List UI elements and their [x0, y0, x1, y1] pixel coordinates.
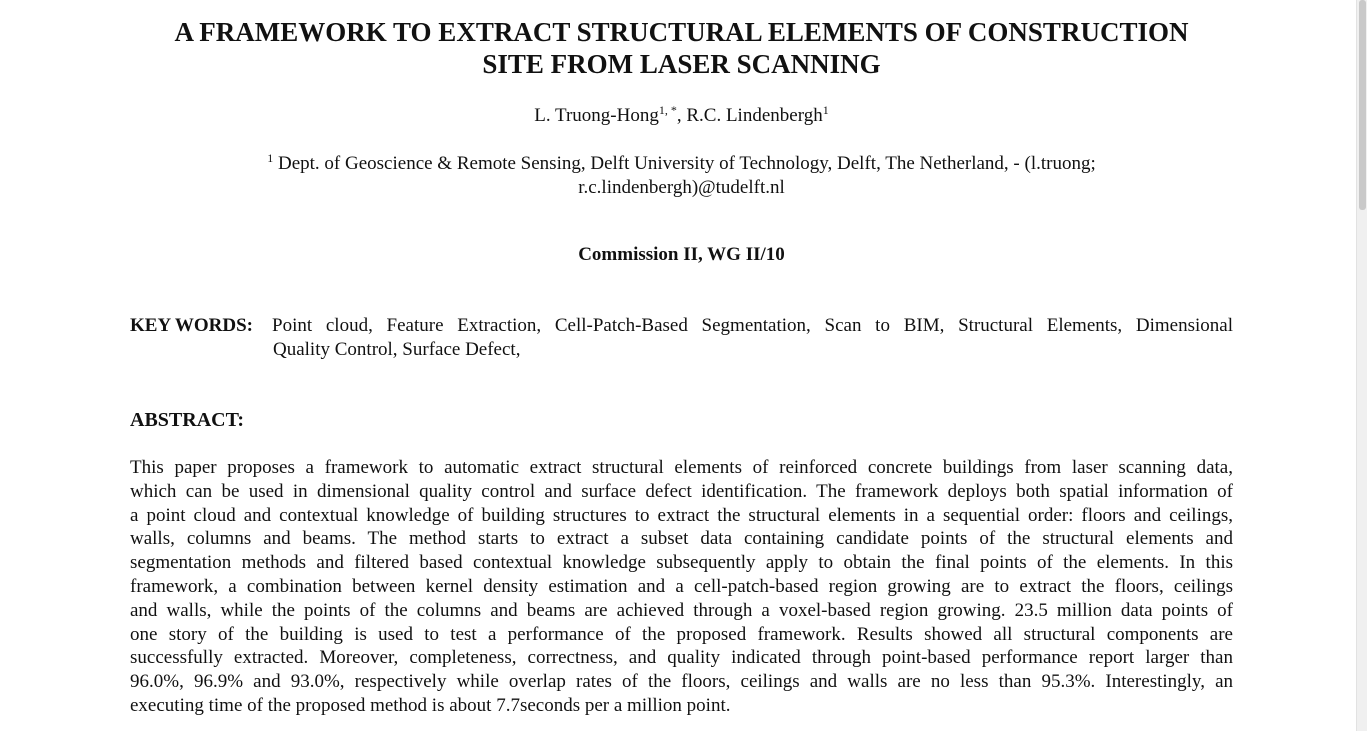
author-name: L. Truong-Hong [534, 105, 659, 126]
paper-title [130, 16, 1233, 80]
scrollbar-thumb[interactable] [1359, 0, 1366, 210]
author-affiliation-marker: 1 [822, 103, 829, 117]
abstract-line: which can be used in dimensional quality control and surface defect identification. The framework deploys both spatial information of [130, 480, 1233, 502]
abstract-body [130, 456, 1233, 718]
affiliation-line-1 [130, 152, 1233, 176]
abstract-line: executing time of the proposed method is about 7.7seconds per a million point. [130, 694, 731, 716]
keywords-label: KEY WORDS: [130, 315, 253, 336]
abstract-line: one story of the building is used to test a performance of the proposed framework. Results showed all structural components are [130, 623, 1233, 645]
keywords-line-2: Quality Control, Surface Defect, [273, 339, 521, 360]
abstract-line: 96.0%, 96.9% and 93.0%, respectively while overlap rates of the floors, ceilings and walls are no less than 95.3%. Interestingly, an [130, 671, 1233, 693]
abstract-line: walls, columns and beams. The method starts to extract a subset data containing candidate points of the structural elements and [130, 528, 1233, 550]
abstract-line: This paper proposes a framework to automatic extract structural elements of reinforced concrete buildings from laser scanning data, [130, 457, 1233, 478]
abstract-heading: ABSTRACT: [130, 409, 245, 431]
abstract-line: successfully extracted. Moreover, completeness, correctness, and quality indicated through point-based performance report larger than [130, 647, 1233, 669]
abstract-line: and walls, while the points of the columns and beams are achieved through a voxel-based region growing. 23.5 million data points of [130, 599, 1233, 621]
affiliation-marker: 1 [267, 151, 274, 165]
keywords-text [272, 314, 1233, 362]
abstract-line: a point cloud and contextual knowledge of building structures to extract the structural elements in a sequential order: floors and ceilings, [130, 504, 1233, 526]
affiliation-email: r.c.lindenbergh)@tudelft.nl [578, 177, 785, 198]
author-affiliation-marker: 1, * [658, 103, 677, 117]
author-name: R.C. Lindenbergh [686, 105, 823, 126]
vertical-scrollbar[interactable] [1356, 0, 1367, 731]
title-line-2: SITE FROM LASER SCANNING [482, 49, 881, 79]
author-list [130, 104, 1233, 128]
affiliation-text: Dept. of Geoscience & Remote Sensing, Delft University of Technology, Delft, The Netherland, - (l.truong; [273, 153, 1096, 174]
affiliation [130, 152, 1233, 200]
commission-label: Commission II, WG II/10 [578, 244, 785, 265]
keywords-line-1: Point cloud, Feature Extraction, Cell-Patch-Based Segmentation, Scan to BIM, Structural Elements, Dimensional [272, 315, 1233, 336]
abstract-line: segmentation methods and filtered based contextual knowledge subsequently apply to obtain the final points of the elements. In this [130, 552, 1233, 574]
abstract-line: framework, a combination between kernel density estimation and a cell-patch-based region growing are to extract the floors, ceilings [130, 575, 1233, 597]
author-separator: , [676, 105, 687, 126]
keywords-block [130, 314, 1233, 362]
title-line-1: A FRAMEWORK TO EXTRACT STRUCTURAL ELEMENTS OF CONSTRUCTION [174, 17, 1189, 47]
